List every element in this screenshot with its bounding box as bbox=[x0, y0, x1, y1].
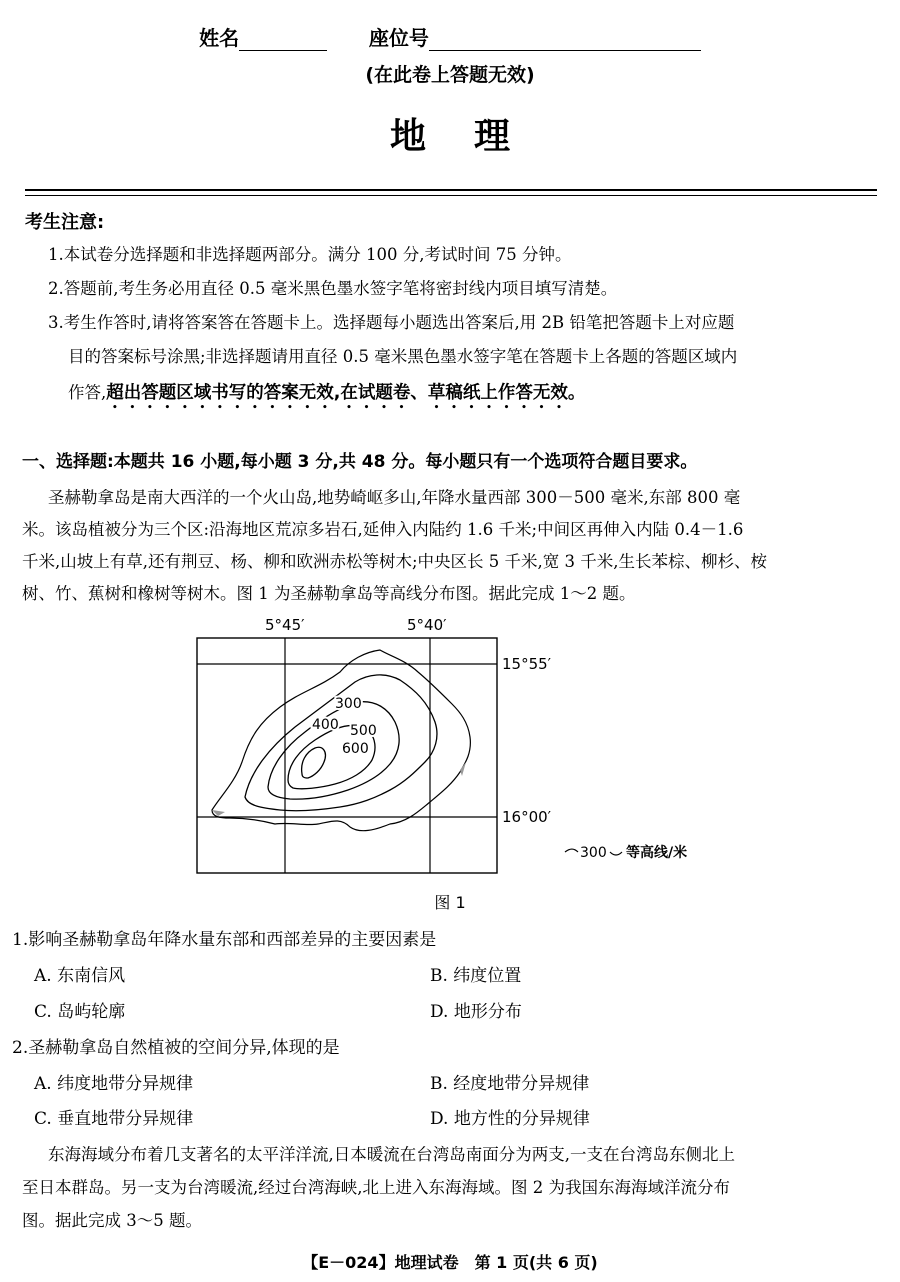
note-item-3-emphasis-line bbox=[68, 376, 888, 413]
page-footer: 【E－024】地理试卷 第 1 页(共 6 页) bbox=[302, 1253, 598, 1272]
lat-top-label: 15°55′ bbox=[502, 655, 552, 673]
note-item-3: 3.考生作答时,请将答案答在答题卡上。选择题每小题选出答案后,用 2B 铅笔把答题卡上对应题 bbox=[48, 313, 735, 332]
name-blank bbox=[239, 32, 327, 51]
question-2-option-a: A. 纬度地带分异规律 bbox=[34, 1074, 194, 1094]
question-1-option-a: A. 东南信风 bbox=[34, 966, 126, 986]
lon-left-label: 5°45′ bbox=[265, 616, 305, 634]
passage-line: 米。该岛植被分为三个区:沿海地区荒凉多岩石,延伸入内陆约 1.6 千米;中间区再伸入内陆 0.4－1.6 bbox=[22, 520, 744, 539]
question-2-option-c: C. 垂直地带分异规律 bbox=[34, 1109, 194, 1129]
contour-label-600: 600 bbox=[342, 741, 369, 757]
coast-shade bbox=[460, 762, 466, 776]
passage-line: 树、竹、蕉树和橡树等树木。图 1 为圣赫勒拿岛等高线分布图。据此完成 1～2 题。 bbox=[22, 584, 636, 603]
lon-right-label: 5°40′ bbox=[407, 616, 447, 634]
name-label: 姓名 bbox=[199, 26, 240, 50]
passage-2-line: 东海海域分布着几支著名的太平洋洋流,日本暖流在台湾岛南面分为两支,一支在台湾岛东侧北上 bbox=[48, 1145, 735, 1164]
passage-line: 圣赫勒拿岛是南大西洋的一个火山岛,地势崎岖多山,年降水量西部 300－500 毫米,东部 800 毫 bbox=[48, 488, 741, 507]
notes-title: 考生注意: bbox=[25, 212, 105, 233]
legend-value: 300 bbox=[580, 845, 607, 861]
passage-2-line: 图。据此完成 3～5 题。 bbox=[22, 1211, 202, 1230]
answer-notice: (在此卷上答题无效) bbox=[365, 64, 535, 86]
section-title: 一、选择题:本题共 16 小题,每小题 3 分,共 48 分。每小题只有一个选项符合题目要求。 bbox=[22, 452, 698, 472]
legend-line-left bbox=[565, 849, 578, 852]
question-2-option-b: B. 经度地带分异规律 bbox=[430, 1074, 590, 1094]
passage-line: 千米,山坡上有草,还有荆豆、杨、柳和欧洲赤松等树木;中央区长 5 千米,宽 3 千米,生长苯棕、柳杉、桉 bbox=[22, 552, 768, 571]
legend-label: 等高线/米 bbox=[626, 845, 688, 861]
question-2-stem: 2.圣赫勒拿岛自然植被的空间分异,体现的是 bbox=[12, 1038, 340, 1058]
contour-label-300: 300 bbox=[335, 696, 362, 712]
header-rule bbox=[25, 189, 877, 191]
passage-2-line: 至日本群岛。另一支为台湾暖流,经过台湾海峡,北上进入东海海域。图 2 为我国东海海域洋流分布 bbox=[22, 1178, 730, 1197]
note-item-3-warning: 超出答题区域书写的答案无效,在试题卷、草稿纸上作答无效。 bbox=[106, 383, 586, 403]
contour-map-figure bbox=[190, 612, 730, 882]
question-1-stem: 1.影响圣赫勒拿岛年降水量东部和西部差异的主要因素是 bbox=[12, 930, 437, 950]
contour-label-500: 500 bbox=[350, 723, 377, 739]
student-info-line bbox=[0, 22, 900, 51]
figure-caption: 图 1 bbox=[434, 893, 466, 912]
note-item-2: 2.答题前,考生务必用直径 0.5 毫米黑色墨水签字笔将密封线内项目填写清楚。 bbox=[48, 279, 618, 298]
question-1-option-b: B. 纬度位置 bbox=[430, 966, 522, 986]
contour-600 bbox=[302, 747, 326, 778]
question-1-option-c: C. 岛屿轮廓 bbox=[34, 1002, 126, 1022]
seat-blank bbox=[429, 32, 701, 51]
contour-label-400: 400 bbox=[312, 717, 339, 733]
question-1-option-d: D. 地形分布 bbox=[430, 1002, 522, 1022]
header-rule-thin bbox=[25, 195, 877, 196]
note-item-1: 1.本试卷分选择题和非选择题两部分。满分 100 分,考试时间 75 分钟。 bbox=[48, 245, 572, 264]
note-item-3-lead: 作答, bbox=[68, 383, 107, 402]
note-item-3-cont: 目的答案标号涂黑;非选择题请用直径 0.5 毫米黑色墨水签字笔在答题卡上各题的答题区域内 bbox=[68, 347, 738, 366]
subject-title: 地理 bbox=[389, 116, 558, 157]
legend-line-right bbox=[610, 852, 622, 855]
question-2-option-d: D. 地方性的分异规律 bbox=[430, 1109, 590, 1129]
lat-bottom-label: 16°00′ bbox=[502, 808, 552, 826]
seat-label: 座位号 bbox=[368, 26, 429, 50]
